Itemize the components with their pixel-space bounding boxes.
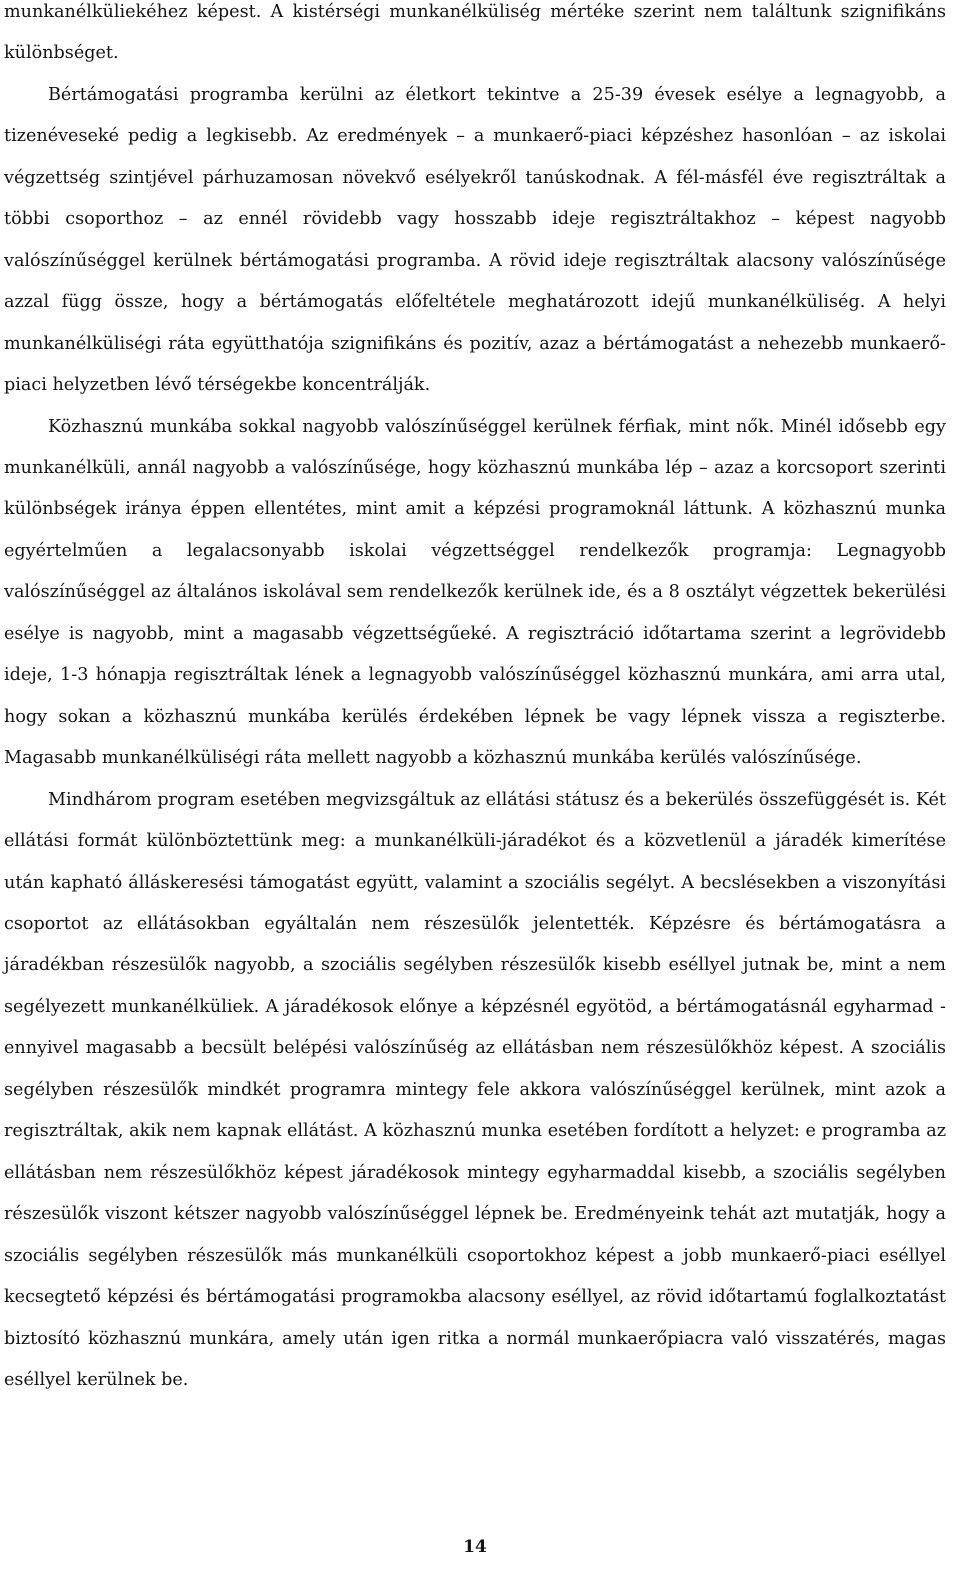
paragraph-wage-subsidy: Bértámogatási programba kerülni az életkort tekintve a 25-39 évesek esélye a legnagyobb, a tizenéveseké pedig a legkisebb. Az eredmények – a munkaerő-piaci képzéshez hasonlóan – az iskolai végzettség szintjével párhuzamosan növekvő esélyekről tanúskodnak. A fél-másfél éve regisztráltak a többi csoporthoz – az ennél rövidebb vagy hosszabb ideje regisztráltakhoz – képest nagyobb valószínűséggel kerülnek bértámogatási programba. A rövid ideje regisztráltak alacsony valószínűsége azzal függ össze, hogy a bértámogatás előfeltétele meghatározott idejű munkanélküliség. A helyi munkanélküliségi ráta együtthatója szignifikáns és pozitív, azaz a bértámogatást a nehezebb munkaerő-piaci helyzetben lévő térségekbe koncentrálják. [4,84,946,396]
paragraph-benefit-status: Mindhárom program esetében megvizsgáltuk az ellátási státusz és a bekerülés összefüggését is. Két ellátási formát különböztettünk meg: a munkanélküli-járadékot és a közvetlenül a járadék kimerítése után kapható álláskeresési támogatást együtt, valamint a szociális segélyt. A becslésekben a viszonyítási csoportot az ellátásokban egyáltalán nem részesülők jelentették. Képzésre és bértámogatásra a járadékban részesülők nagyobb, a szociális segélyben részesülők kisebb eséllyel jutnak be, mint a nem segélyezett munkanélküliek. A járadékosok előnye a képzésnél egyötöd, a bértámogatásnál egyharmad - ennyivel magasabb a becsült belépési valószínűség az ellátásban nem részesülőkhöz képest. A szociális segélyben részesülők mindkét programra mintegy fele akkora valószínűséggel kerülnek, mint azok a regisztráltak, akik nem kapnak ellátást. A közhasznú munka esetében fordított a helyzet: e programba az ellátásban nem részesülőkhöz képest járadékosok mintegy egyharmaddal kisebb, a szociális segélyben részesülők viszont kétszer nagyobb valószínűséggel lépnek be. Eredményeink tehát azt mutatják, hogy a szociális segélyben részesülők más munkanélküli csoportokhoz képest a jobb munkaerő-piaci eséllyel kecsegtető képzési és bértámogatási programokba alacsony eséllyel, az rövid időtartamú foglalkoztatást biztosító közhasznú munkára, amely után igen ritka a normál munkaerőpiacra való visszatérés, magas eséllyel kerülnek be. [4,789,946,1390]
paragraph-continuation: munkanélküliekéhez képest. A kistérségi munkanélküliség mértéke szerint nem találtunk szignifikáns különbséget. [4,2,946,64]
paragraph-public-work: Közhasznú munkába sokkal nagyobb valószínűséggel kerülnek férfiak, mint nők. Minél idősebb egy munkanélküli, annál nagyobb a valószínűsége, hogy közhasznú munkába lép – azaz a korcsoport szerinti különbségek iránya éppen ellentétes, mint amit a képzési programoknál láttunk. A közhasznú munka egyértelműen a legalacsonyabb iskolai végzettséggel rendelkezők programja: Legnagyobb valószínűséggel az általános iskolával sem rendelkezők kerülnek ide, és a 8 osztályt végzettek bekerülési esélye is nagyobb, mint a magasabb végzettségűeké. A regisztráció időtartama szerint a legrövidebb ideje, 1-3 hónapja regisztráltak lének a legnagyobb valószínűséggel közhasznú munkára, ami arra utal, hogy sokan a közhasznú munkába kerülés érdekében lépnek be vagy lépnek vissza a regiszterbe. Magasabb munkanélküliségi ráta mellett nagyobb a közhasznú munkába kerülés valószínűsége. [4,416,946,769]
document-body [4,0,946,1401]
page-number: 14 [463,1537,487,1557]
